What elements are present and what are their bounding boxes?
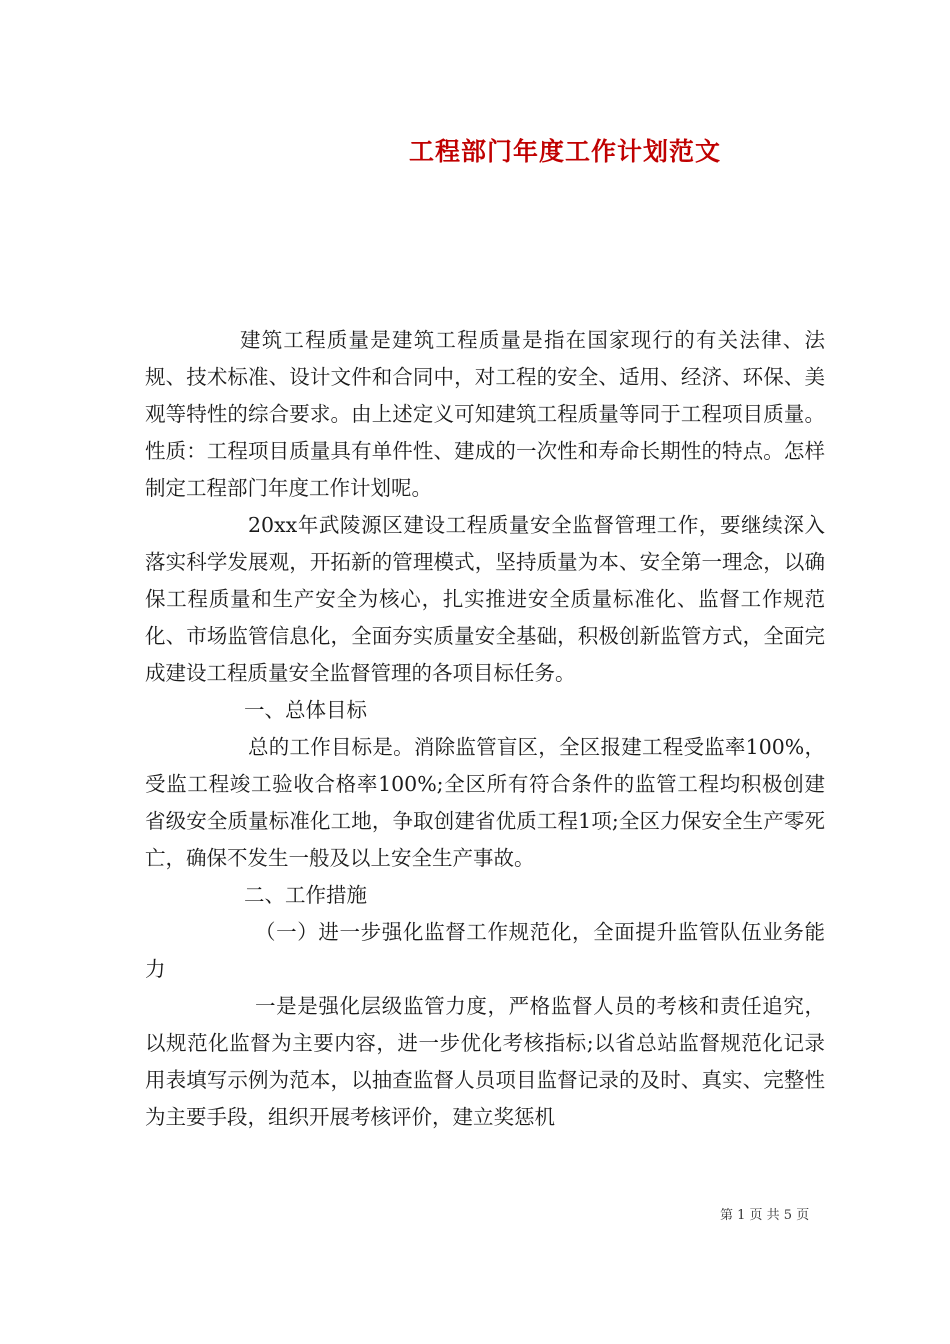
section-heading-goals: 一、总体目标 [244,698,367,722]
paragraph-measure-1: 一是是强化层级监管力度，严格监督人员的考核和责任追究，以规范化监督为主要内容，进一步优化考核指标;以省总站监督规范化记录用表填写示例为范本，以抽查监督人员项目监督记录的及时、真实、完整性为主要手段，组织开展考核评价，建立奖惩机 [145,994,825,1129]
paragraph-overview: 20xx年武陵源区建设工程质量安全监督管理工作，要继续深入落实科学发展观，开拓新的管理模式，坚持质量为本、安全第一理念，以确保工程质量和生产安全为核心，扎实推进安全质量标准化、监督工作规范化、市场监管信息化，全面夯实质量安全基础，积极创新监管方式，全面完成建设工程质量安全监督管理的各项目标任务。 [145,513,825,685]
document-title: 工程部门年度工作计划范文 [408,137,721,166]
paragraph-goals: 总的工作目标是。消除监管盲区，全区报建工程受监率100%，受监工程竣工验收合格率100%;全区所有符合条件的监管工程均积极创建省级安全质量标准化工地，争取创建省优质工程1项;全区力保安全生产零死亡，确保不发生一般及以上安全生产事故。 [145,735,825,870]
document-body [145,322,825,1136]
paragraph-intro: 建筑工程质量是建筑工程质量是指在国家现行的有关法律、法规、技术标准、设计文件和合同中，对工程的安全、适用、经济、环保、美观等特性的综合要求。由上述定义可知建筑工程质量等同于工程项目质量。性质：工程项目质量具有单件性、建成的一次性和寿命长期性的特点。怎样制定工程部门年度工作计划呢。 [145,328,825,500]
subsection-heading-1: （一）进一步强化监督工作规范化，全面提升监管队伍业务能力 [145,920,825,981]
section-heading-measures: 二、工作措施 [244,883,367,907]
page-number-footer: 第 1 页 共 5 页 [720,1208,810,1223]
